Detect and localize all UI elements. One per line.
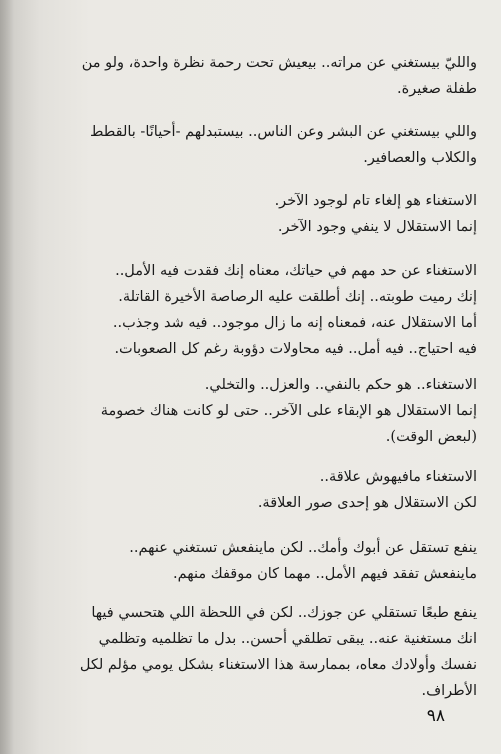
page-number: ٩٨: [426, 706, 445, 726]
text-line: طفلة صغيرة.: [397, 81, 477, 97]
page-gutter-shadow: [0, 0, 14, 754]
text-line: ينفع تستقل عن أبوك وأمك.. لكن ماينفعش تستغني عنهم..: [129, 540, 477, 556]
paragraph-6: [37, 464, 477, 516]
paragraph-4: [37, 258, 477, 362]
text-line: إنما الاستقلال لا ينفي وجود الآخر.: [277, 219, 477, 235]
text-line: واللي بيستغني عن البشر وعن الناس.. بيستبدلهم -أحيانًا- بالقطط: [89, 124, 477, 140]
text-line: إنك رميت طوبته.. إنك أطلقت عليه الرصاصة الأخيرة القاتلة.: [118, 289, 477, 305]
text-line: لكن الاستقلال هو إحدى صور العلاقة.: [257, 495, 477, 511]
text-line: ينفع طبعًا تستقلي عن جوزك.. لكن في اللحظة اللي هتحسي فيها: [91, 605, 477, 621]
text-line: نفسك وأولادك معاه، بممارسة هذا الاستغناء بشكل يومي مؤلم لكل: [79, 657, 477, 673]
text-line: إنما الاستقلال هو الإبقاء على الآخر.. حتى لو كانت هناك خصومة: [100, 403, 477, 419]
text-line: الأطراف.: [421, 683, 477, 699]
paragraph-8: [37, 600, 477, 704]
text-line: أما الاستقلال عنه، فمعناه إنه ما زال موجود.. فيه شد وجذب..: [112, 315, 477, 331]
paragraph-7: [37, 535, 477, 587]
text-line: (لبعض الوقت).: [385, 429, 477, 445]
text-line: الاستغناء هو إلغاء تام لوجود الآخر.: [274, 193, 477, 209]
paragraph-2: [37, 119, 477, 171]
text-line: ماينفعش تفقد فيهم الأمل.. مهما كان موقفك منهم.: [173, 566, 477, 582]
paragraph-3: [37, 188, 477, 240]
text-line: فيه احتياج.. فيه أمل.. فيه محاولات دؤوبة رغم كل الصعوبات.: [114, 341, 477, 357]
text-line: والليّ بيستغني عن مراته.. بيعيش تحت رحمة نظرة واحدة، ولو من: [81, 55, 477, 71]
paragraph-1: [37, 50, 477, 102]
text-line: الاستغناء مافيهوش علاقة..: [319, 469, 477, 485]
text-line: والكلاب والعصافير.: [363, 150, 477, 166]
text-line: الاستغناء.. هو حكم بالنفي.. والعزل.. والتخلي.: [204, 377, 477, 393]
text-line: الاستغناء عن حد مهم في حياتك، معناه إنك فقدت فيه الأمل..: [115, 263, 477, 279]
paragraph-5: [37, 372, 477, 450]
text-line: انك مستغنية عنه.. يبقى تطلقي أحسن.. بدل ما تظلميه وتظلمي: [98, 631, 477, 647]
